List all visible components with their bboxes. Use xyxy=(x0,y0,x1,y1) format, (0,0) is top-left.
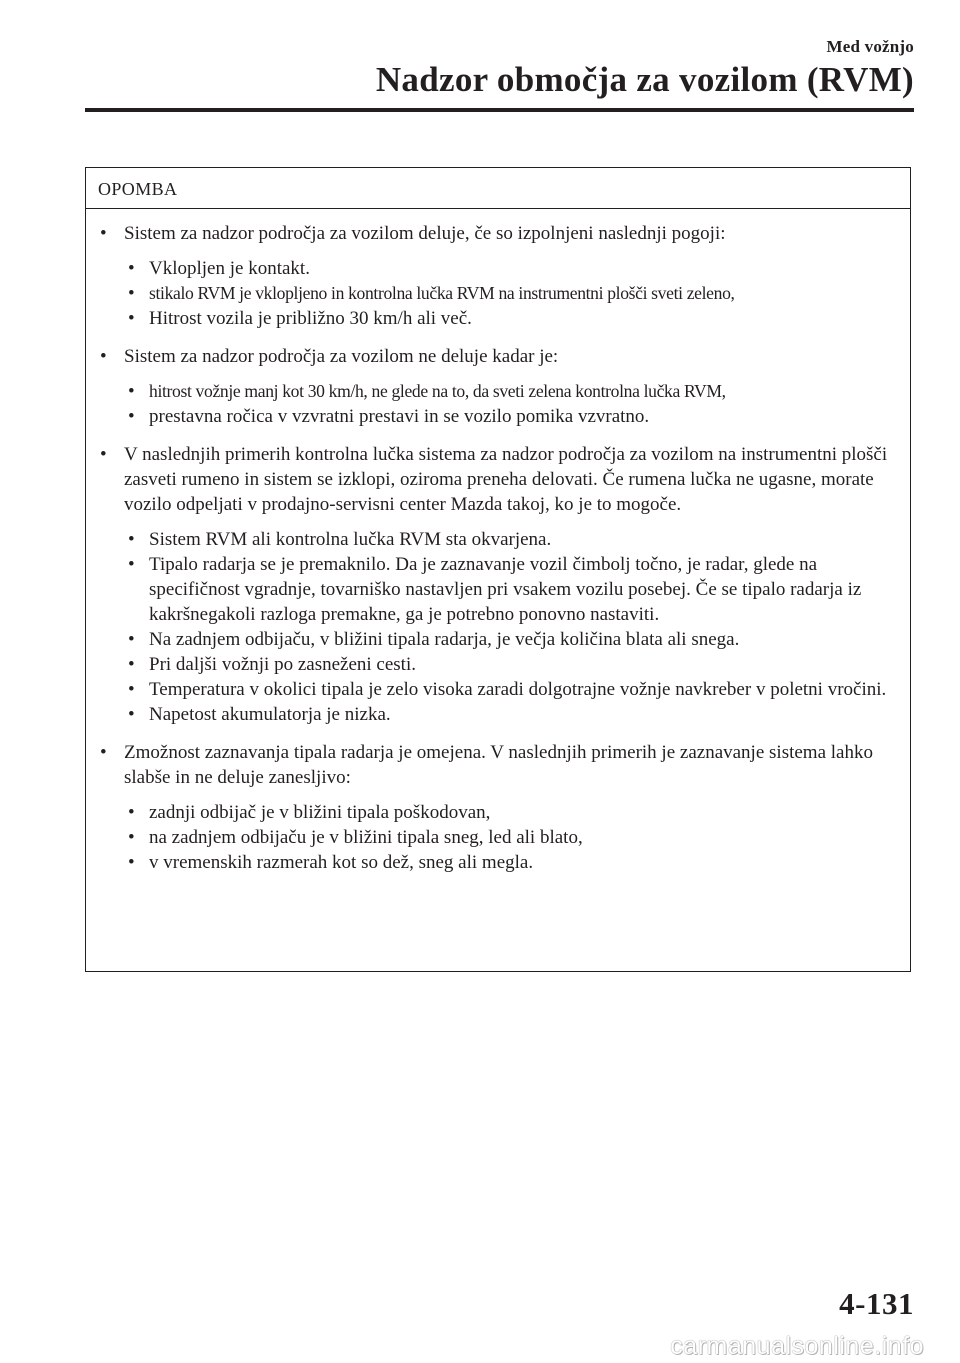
sub-item-text: na zadnjem odbijaču je v bližini tipala sneg, led ali blato, xyxy=(149,827,583,848)
sub-item-text: prestavna ročica v vzvratni prestavi in se vozilo pomika vzvratno. xyxy=(149,406,650,427)
bullet-text: V naslednjih primerih kontrolna lučka sistema za nadzor področja za vozilom na instrumentni plošči zasveti rumeno in sistem se izklopi, oziroma preneha delovati. Če rumena lučka ne ugasne, morate vozilo odpeljati v prodajno-servisni center Mazda takoj, ko je to mogoče. xyxy=(124,444,888,515)
sub-bullet-icon: • xyxy=(128,827,135,848)
watermark: carmanualsonline.info xyxy=(670,1332,924,1360)
sub-item xyxy=(124,256,900,281)
sub-item-text: Vklopljen je kontakt. xyxy=(149,258,310,279)
sub-item xyxy=(124,652,900,677)
sub-bullet-icon: • xyxy=(128,406,135,427)
note-heading: OPOMBA xyxy=(86,168,910,209)
sub-item-text: hitrost vožnje manj kot 30 km/h, ne glede na to, da sveti zelena kontrolna lučka RVM, xyxy=(149,381,726,401)
note-bullet xyxy=(100,442,900,727)
note-bullet xyxy=(100,344,900,429)
section-label: Med vožnjo xyxy=(826,37,914,56)
sub-item xyxy=(124,825,900,850)
sub-item-text: Pri daljši vožnji po zasneženi cesti. xyxy=(149,654,416,675)
sub-bullet-icon: • xyxy=(128,704,135,725)
sub-bullet-icon: • xyxy=(128,802,135,823)
bullet-text: Sistem za nadzor področja za vozilom deluje, če so izpolnjeni naslednji pogoji: xyxy=(124,223,726,244)
sub-item xyxy=(124,306,900,331)
sub-bullet-icon: • xyxy=(128,381,135,402)
sub-item xyxy=(124,379,900,404)
sub-bullet-icon: • xyxy=(128,258,135,279)
sub-item xyxy=(124,404,900,429)
sub-item-text: stikalo RVM je vklopljeno in kontrolna lučka RVM na instrumentni plošči sveti zeleno, xyxy=(149,283,735,303)
note-body xyxy=(86,209,910,875)
sub-item xyxy=(124,800,900,825)
sub-item xyxy=(124,281,900,306)
sub-item-text: Temperatura v okolici tipala je zelo visoka zaradi dolgotrajne vožnje navkreber v poletni vročini. xyxy=(149,679,887,700)
note-bullet xyxy=(100,740,900,875)
sub-item xyxy=(124,627,900,652)
sub-bullet-icon: • xyxy=(128,529,135,550)
sub-list xyxy=(124,527,900,727)
sub-item xyxy=(124,850,900,875)
sub-bullet-icon: • xyxy=(128,554,135,575)
bullet-text: Sistem za nadzor področja za vozilom ne deluje kadar je: xyxy=(124,346,559,367)
sub-bullet-icon: • xyxy=(128,283,135,304)
sub-item-text: zadnji odbijač je v bližini tipala poškodovan, xyxy=(149,802,491,823)
sub-bullet-icon: • xyxy=(128,852,135,873)
sub-bullet-icon: • xyxy=(128,679,135,700)
sub-list xyxy=(124,379,900,429)
sub-item-text: Napetost akumulatorja je nizka. xyxy=(149,704,391,725)
sub-item xyxy=(124,677,900,702)
title-rule xyxy=(85,108,914,112)
page-number: 4-131 xyxy=(839,1286,914,1321)
sub-item-text: Hitrost vozila je približno 30 km/h ali več. xyxy=(149,308,472,329)
bullet-icon: • xyxy=(100,346,107,367)
sub-item-text: v vremenskih razmerah kot so dež, sneg ali megla. xyxy=(149,852,534,873)
sub-item-text: Tipalo radarja se je premaknilo. Da je zaznavanje vozil čimbolj točno, je radar, glede na specifičnost vgradnje, tovarniško nastavljen pri vsakem vozilu posebej. Če se tipalo radarja iz kakršnegakoli razloga premakne, ga je potrebno ponovno nastaviti. xyxy=(149,554,862,625)
sub-bullet-icon: • xyxy=(128,654,135,675)
sub-item-text: Na zadnjem odbijaču, v bližini tipala radarja, je večja količina blata ali snega. xyxy=(149,629,740,650)
bullet-icon: • xyxy=(100,742,107,763)
bullet-icon: • xyxy=(100,444,107,465)
bullet-text: Zmožnost zaznavanja tipala radarja je omejena. V naslednjih primerih je zaznavanje sistema lahko slabše in ne deluje zanesljivo: xyxy=(124,742,873,788)
page-title: Nadzor območja za vozilom (RVM) xyxy=(375,60,914,99)
note-box xyxy=(85,167,911,972)
sub-list xyxy=(124,800,900,875)
sub-item xyxy=(124,552,900,627)
bullet-icon: • xyxy=(100,223,107,244)
sub-bullet-icon: • xyxy=(128,308,135,329)
sub-item xyxy=(124,702,900,727)
sub-item-text: Sistem RVM ali kontrolna lučka RVM sta okvarjena. xyxy=(149,529,552,550)
sub-bullet-icon: • xyxy=(128,629,135,650)
sub-item xyxy=(124,527,900,552)
sub-list xyxy=(124,256,900,331)
note-bullet xyxy=(100,221,900,331)
